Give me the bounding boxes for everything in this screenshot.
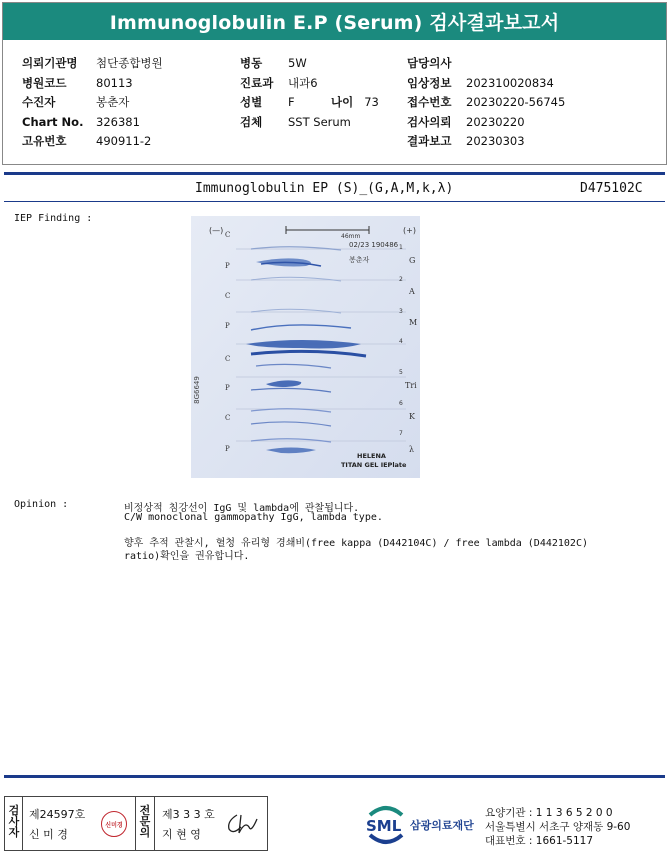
col1-value: 80113 (96, 75, 133, 90)
col1-label: 수진자 (22, 95, 56, 109)
minus-label: (—) (209, 226, 224, 235)
iep-gel-image (191, 216, 420, 478)
col3-value (466, 54, 565, 74)
report-title: Immunoglobulin E.P (Serum) 검사결과보고서 (3, 3, 666, 40)
opinion-line: ratio)확인을 권유합니다. (124, 551, 250, 562)
col2-label: 병동 (240, 56, 263, 70)
lane-number: 4 (399, 338, 403, 345)
gel-patient-name: 봉춘자 (349, 256, 370, 264)
plus-label: (+) (403, 226, 416, 235)
left-letter: C (225, 231, 231, 239)
brand-helena: HELENA (357, 452, 386, 460)
brand-titan: TITAN GEL IEPlate (341, 461, 407, 469)
right-letter: K (409, 412, 415, 421)
reviewer-no: 제3 3 3 호 (162, 808, 215, 821)
col3-labels (407, 54, 451, 152)
col2-value: 내과6 (288, 75, 318, 90)
left-letter: C (225, 292, 231, 300)
org-code: 요양기관 : 1 1 3 6 5 2 0 0 (485, 807, 613, 819)
col2-value: F (288, 95, 295, 109)
opinion-line: 비정상적 침강선이 IgG 및 lambda에 관찰됩니다. (124, 503, 360, 514)
col1-values (96, 54, 163, 152)
left-letter: P (225, 384, 230, 392)
test-code: D475102C (580, 181, 643, 196)
col3-value: 20230220-56745 (466, 95, 566, 109)
org-address: 서울특별시 서초구 양재동 9-60 (485, 821, 631, 833)
test-name: Immunoglobulin EP (S)_(G,A,M,k,λ) (195, 181, 454, 196)
sml-logo (364, 803, 408, 847)
right-letter: G (409, 256, 416, 265)
col2-label: 검체 (240, 114, 263, 129)
top-rule (4, 172, 665, 175)
col1-label: 의뢰기관명 (22, 56, 78, 70)
col3-label: 임상정보 (407, 75, 452, 90)
tester-label: 검 사 자 (8, 804, 20, 839)
col1-label: Chart No. (22, 114, 84, 129)
lane-number: 7 (399, 430, 403, 437)
col2-label: 성별 (240, 95, 263, 109)
tester-no: 제24597호 (29, 808, 86, 821)
col1-value: 326381 (96, 114, 140, 129)
reviewer-name: 지 현 영 (162, 828, 201, 841)
col3-value: 202310020834 (466, 75, 554, 90)
right-letter: Tri (405, 381, 417, 390)
test-rule (4, 201, 665, 202)
col1-label: 병원코드 (22, 75, 67, 90)
reviewer-signature-icon (223, 811, 261, 837)
col3-values (466, 54, 565, 152)
right-letter: λ (409, 445, 415, 454)
left-letter: P (225, 445, 230, 453)
opinion-line: 향후 추적 관찰시, 혈청 유리형 경쇄비(free kappa (D442104C) / free lambda (D442102C) (124, 538, 588, 549)
stamp-label: 02/23 190486 (349, 241, 399, 249)
left-letter: C (225, 355, 231, 363)
col1-value: 490911-2 (96, 134, 152, 148)
col3-value: 20230303 (466, 134, 525, 148)
col2-label: 진료과 (240, 75, 274, 90)
right-letter: M (409, 318, 418, 327)
col3-label: 검사의뢰 (407, 114, 452, 129)
col1-label: 고유번호 (22, 134, 67, 148)
col2-value: SST Serum (288, 114, 351, 129)
left-letter: C (225, 414, 231, 422)
left-letter: P (225, 322, 230, 330)
lane-number: 3 (399, 308, 403, 315)
lane-number: 6 (399, 400, 403, 407)
org-phone: 대표번호 : 1661-5117 (485, 835, 594, 847)
lane-number: 2 (399, 276, 403, 283)
opinion-line: C/W monoclonal gammopathy IgG, lambda type. (124, 512, 383, 523)
age-field (331, 93, 379, 113)
tester-seal: 신미경 (101, 811, 127, 837)
tester-name: 신 미 경 (29, 828, 68, 841)
age-value: 73 (364, 95, 379, 109)
opinion-label: Opinion : (14, 499, 69, 510)
scale-label: 46mm (341, 233, 361, 240)
col3-value: 20230220 (466, 114, 525, 129)
col2-value: 5W (288, 56, 307, 70)
col1-value: 봉춘자 (96, 95, 130, 109)
left-letter: P (225, 262, 230, 270)
age-label: 나이 (331, 95, 354, 109)
col3-label: 접수번호 (407, 95, 452, 109)
logo-text: SML (366, 817, 402, 835)
lane-number: 1 (399, 244, 403, 251)
col2-labels (240, 54, 273, 132)
signature-box (4, 796, 268, 851)
col1-labels (22, 54, 83, 152)
iep-finding-label: IEP Finding : (14, 213, 93, 224)
bottom-rule (4, 775, 665, 778)
lane-number: 5 (399, 369, 403, 376)
reviewer-label: 전 문 의 (139, 804, 151, 839)
org-name: 삼광의료재단 (410, 819, 474, 832)
side-code: 8G6649 (192, 376, 201, 404)
right-letter: A (409, 287, 415, 296)
col1-value: 첨단종합병원 (96, 56, 163, 70)
col3-label: 담당의사 (407, 56, 452, 70)
col3-label: 결과보고 (407, 134, 452, 148)
